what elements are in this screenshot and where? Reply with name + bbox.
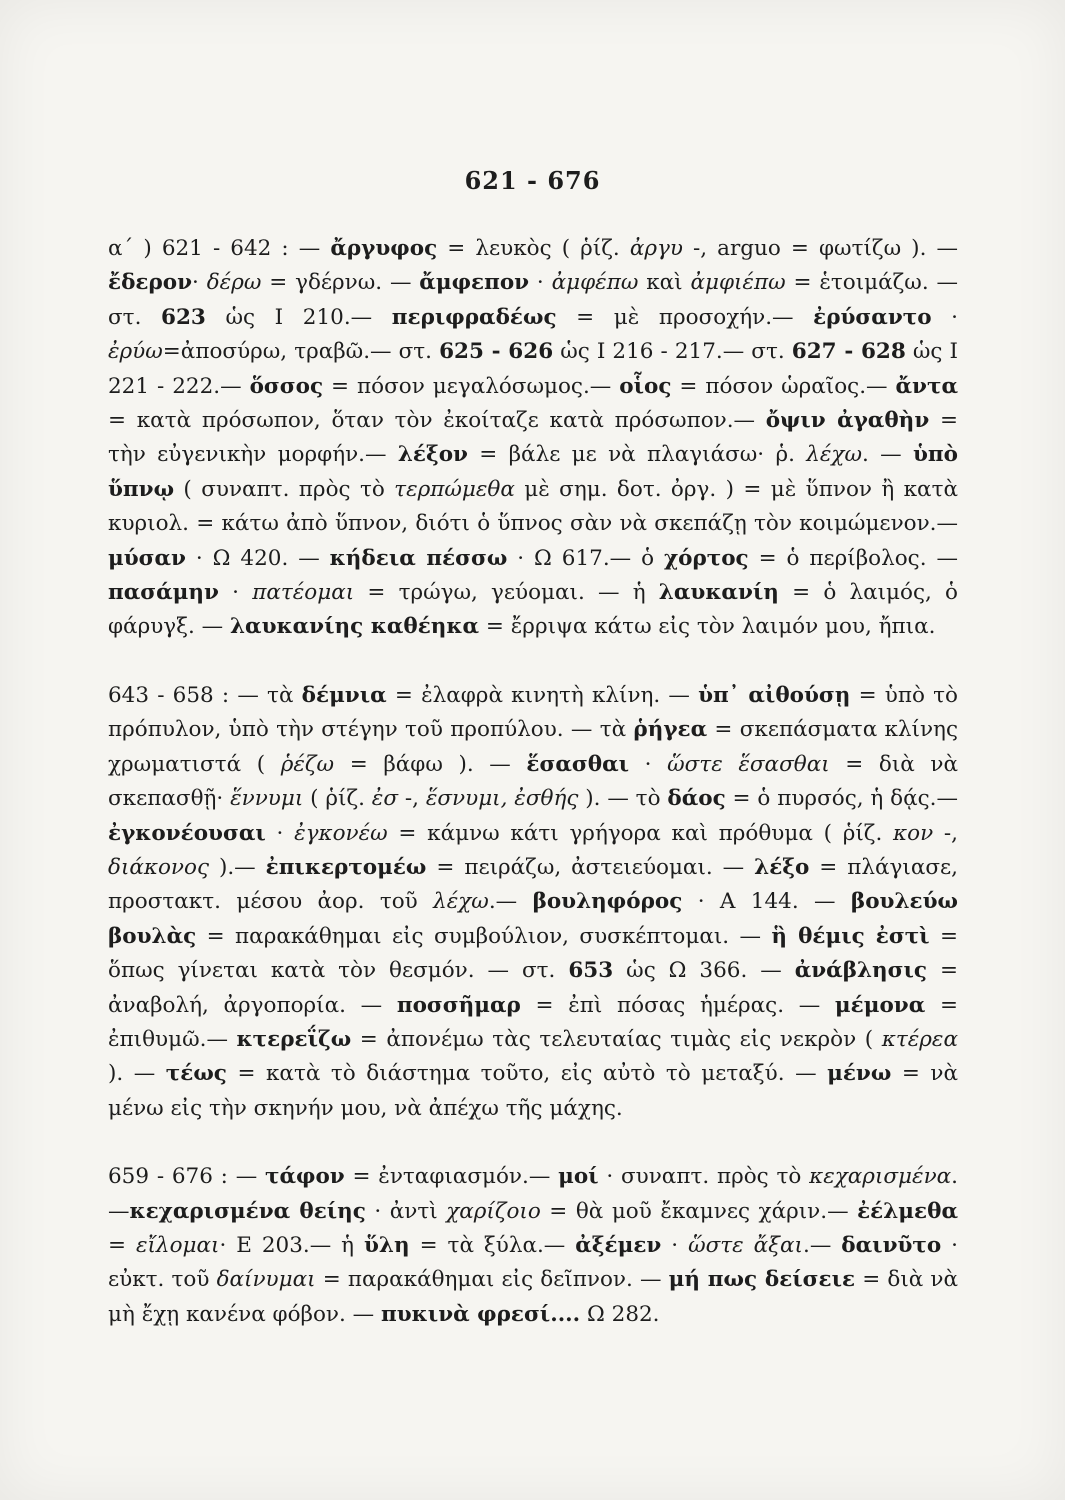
gloss-text: = θὰ μοῦ ἔκαμνες χάριν.— [540,1198,858,1224]
italic-term: ὥστε ἄξαι [688,1232,803,1258]
paragraph-659-676 [108,1160,958,1332]
italic-term: διάκονος [108,854,209,880]
headword: 625 - 626 [439,339,554,365]
paragraph-621-642 [108,232,958,645]
gloss-text: = πόσον μεγαλόσωμος.— [323,373,620,399]
headword: ἄντα [895,373,958,399]
gloss-text: = ὁ περίβολος. — [748,545,958,571]
gloss-text: = πόσον ὡραῖος.— [671,373,896,399]
gloss-text: -, [933,820,958,846]
gloss-text: = ἐνταφιασμόν.— [344,1164,559,1190]
italic-term: ἀμφέπω [551,270,639,296]
gloss-text: = πειράζω, ἀστειεύομαι. — [426,854,755,880]
gloss-text: = κατὰ πρόσωπον, ὅταν τὸν ἐκοίταζε κατὰ πρόσωπον.— [108,408,766,434]
gloss-text: .— [108,1164,958,1224]
headword: λέξο [754,854,810,880]
gloss-text: = ἐλαφρὰ κινητὴ κλίνη. — [386,682,699,708]
headword: 627 - 628 [791,339,906,365]
headword: ἄργυφος [330,236,438,261]
gloss-text: = ὁ λαιμός, ὁ φάρυγξ. — [108,580,958,640]
gloss-text: = κάμνω κάτι γρήγορα καὶ πρόθυμα ( ῥίζ. [387,820,894,846]
headword: ἔδερον [108,270,193,296]
gloss-text: καὶ [638,270,691,296]
gloss-text: = [108,1232,136,1258]
italic-term: κτέρεα [881,1026,958,1052]
gloss-text: ὡς Ω 366. — [613,958,795,984]
headword: ἐέλμεθα [857,1198,959,1224]
gloss-text: = ὅπως γίνεται κατὰ τὸν θεσμόν. — στ. [108,923,958,984]
italic-term: κεχαρισμένα [809,1164,952,1190]
gloss-text: · [931,304,958,330]
gloss-text: = μὲ προσοχήν.— [556,304,814,330]
gloss-text: · Ε 203.— ἡ [219,1232,365,1258]
gloss-text: -, [398,786,426,812]
gloss-text: = διὰ νὰ σκεπασθῇ· [108,751,958,812]
gloss-text: = διὰ νὰ μὴ ἔχῃ κανένα φόβον. — [108,1267,959,1327]
gloss-text: α΄ ) 621 - 642 : — [108,236,331,261]
headword: βουληφόρος [532,889,683,915]
italic-term: ἀργυ [629,236,683,261]
headword: ὅσσος [249,373,324,399]
headword: κεχαρισμένα θείης [129,1198,366,1224]
gloss-text: = τὴν εὐγενικὴν μορφήν.— [108,408,958,468]
headword: πυκινὰ φρεσί.... [381,1301,581,1327]
headword: ἐπικερτομέω [265,854,427,880]
italic-term: ἕννυμι [230,786,304,812]
headword: ὑπὸ ὕπνῳ [108,442,958,502]
gloss-text: = βάφω ). — [334,751,527,777]
italic-term: λέχω [806,442,862,468]
gloss-text: = τρώγω, γεύομαι. — ἡ [354,580,659,606]
gloss-text: = ὁ πυρσός, ἡ δᾴς.— [725,786,959,812]
gloss-text: 643 - 658 : — τὰ [108,682,302,708]
italic-term: ἐγκονέω [294,820,388,846]
headword: ἀξέμεν [575,1232,662,1258]
italic-term: κον [893,820,934,846]
headword: ἀνάβλησις [794,958,928,984]
headword: τάφον [264,1164,345,1190]
headword: μοί [558,1164,599,1190]
headword: ὑπ᾽ αἰθούσῃ [698,682,851,708]
headword: κήδεια πέσσω [329,545,508,571]
headword: λέξον [397,442,468,468]
gloss-text: · Ω 420. — [185,545,330,571]
gloss-text: = ἐπιθυμῶ.— [108,992,958,1052]
headword: ἣ θέμις ἐστὶ [771,923,930,949]
headword: ἄμφεπον [419,270,530,296]
gloss-text: · ἀντὶ [365,1198,447,1224]
headword: 653 [568,958,614,984]
gloss-text: · εὐκτ. τοῦ [108,1232,959,1293]
commentary-body [108,232,958,1366]
gloss-text: ).— [209,854,266,880]
headword: ῥήγεα [633,717,708,743]
headword: μένω [827,1061,892,1087]
headword: ἐρύσαντο [813,304,932,330]
gloss-text: ὡς Ι 216 - 217.— στ. [553,339,792,365]
gloss-text: = παρακάθημαι εἰς συμβούλιον, συσκέπτομαι. — [196,923,772,949]
italic-term: ἐρύω [108,339,163,365]
gloss-text: = ἔρριψα κάτω εἰς τὸν λαιμόν μου, ἤπια. [479,614,936,640]
gloss-text: · [529,270,552,296]
gloss-text: · [192,270,207,296]
gloss-text: · [218,580,253,606]
gloss-text: = βάλε με νὰ πλαγιάσω· ῥ. [467,442,807,468]
headword: ὕλη [364,1232,410,1258]
italic-term: ῥέζω [280,751,335,777]
italic-term: ἀμφιέπω [690,270,786,296]
italic-term: δαίνυμαι [216,1267,316,1293]
gloss-text: = λευκὸς ( ῥίζ. [437,236,630,261]
headword: τέως [165,1061,227,1087]
gloss-text: Ω 282. [580,1301,660,1327]
headword: πασάμην [108,580,219,606]
gloss-text: ). — [108,1061,166,1087]
headword: λαυκανίη [658,580,779,606]
gloss-text: . — [862,442,913,468]
headword: ποσσῆμαρ [396,992,521,1018]
gloss-text: = ὑπὸ τὸ πρόπυλον, ὑπὸ τὴν στέγην τοῦ προπύλου. — τὰ [108,682,958,743]
italic-term: πατέομαι [252,580,355,606]
headword: μύσαν [108,545,186,571]
headword: βουλεύω βουλὰς [108,889,958,949]
italic-term: ἐσ [371,786,399,812]
headword: μή πως δείσειε [668,1267,856,1293]
gloss-text: · [629,751,668,777]
gloss-text: μὲ σημ. δοτ. ὀργ. ) = μὲ ὕπνον ἢ κατὰ κυριολ. = κάτω ἀπὸ ὕπνον, διότι ὁ ὕπνος σὰν νὰ σκεπάζῃ τὸν κοιμώμενον.— [108,476,958,537]
headword: δάος [667,786,726,812]
gloss-text: = ἀναβολή, ἀργοπορία. — [108,958,958,1018]
gloss-text: = ἀπονέμω τὰς τελευταίας τιμὰς εἰς νεκρὸν ( [351,1026,882,1052]
gloss-text: · συναπτ. πρὸς τὸ [598,1164,810,1190]
gloss-text: · Ω 617.— ὁ [507,545,664,571]
gloss-text: = νὰ μένω εἰς τὴν σκηνήν μου, νὰ ἀπέχω τῆς μάχης. [108,1061,958,1121]
italic-term: εἴλομαι [135,1232,220,1258]
headword: 623 [161,304,206,330]
gloss-text: = πλάγιασε, προστακτ. μέσου ἀορ. τοῦ [108,854,958,915]
headword: χόρτος [663,545,749,571]
gloss-text: = ἐπὶ πόσας ἡμέρας. — [520,992,835,1018]
italic-term: ἕσνυμι, ἐσθής [425,786,579,812]
italic-term: χαρίζοιο [446,1198,541,1224]
gloss-text: ( συναπτ. πρὸς τὸ [174,476,395,502]
gloss-text: = γδέρνω. — [261,270,420,296]
headword: δέμνια [301,682,387,708]
gloss-text: = σκεπάσματα κλίνης χρωματιστά ( [108,717,958,777]
paragraph-643-658 [108,679,958,1126]
gloss-text: ὡς Ι 221 - 222.— [108,339,959,399]
gloss-text: ). — τὸ [578,786,668,812]
headword: περιφραδέως [391,304,557,330]
headword: ἐγκονέουσαι [108,820,266,846]
gloss-text: = παρακάθημαι εἰς δεῖπνον. — [315,1267,669,1293]
headword: ὄψιν ἀγαθὴν [765,408,930,434]
gloss-text: = τὰ ξύλα.— [409,1232,576,1258]
gloss-text: ( ῥίζ. [303,786,372,812]
italic-term: ὥστε ἕσασθαι [667,751,830,777]
gloss-text: · [265,820,295,846]
gloss-text: 659 - 676 : — [108,1164,265,1190]
gloss-text: = κατὰ τὸ διάστημα τοῦτο, εἰς αὐτὸ τὸ μεταξύ. — [226,1061,828,1087]
headword: οἷος [619,373,672,399]
headword: κτερεΐζω [236,1026,352,1052]
italic-term: λέχω [433,889,489,915]
headword: ἕσασθαι [526,751,630,777]
gloss-text: · Α 144. — [682,889,851,915]
headword: μέμονα [834,992,926,1018]
italic-term: δέρω [206,270,262,296]
gloss-text: · [661,1232,689,1258]
headword: δαινῦτο [841,1232,942,1258]
italic-term: τερπώμεθα [394,476,515,502]
gloss-text: ὡς Ι 210.— [205,304,392,330]
gloss-text: .— [488,889,533,915]
gloss-text: =ἀποσύρω, τραβῶ.— στ. [162,339,440,365]
headword: λαυκανίης καθέηκα [229,614,480,640]
page-header: 621 - 676 [464,166,601,195]
gloss-text: .— [802,1232,842,1258]
gloss-text: -, arguo = φωτίζω ). — [682,236,958,261]
gloss-text: = ἑτοιμάζω. — στ. [108,270,958,330]
